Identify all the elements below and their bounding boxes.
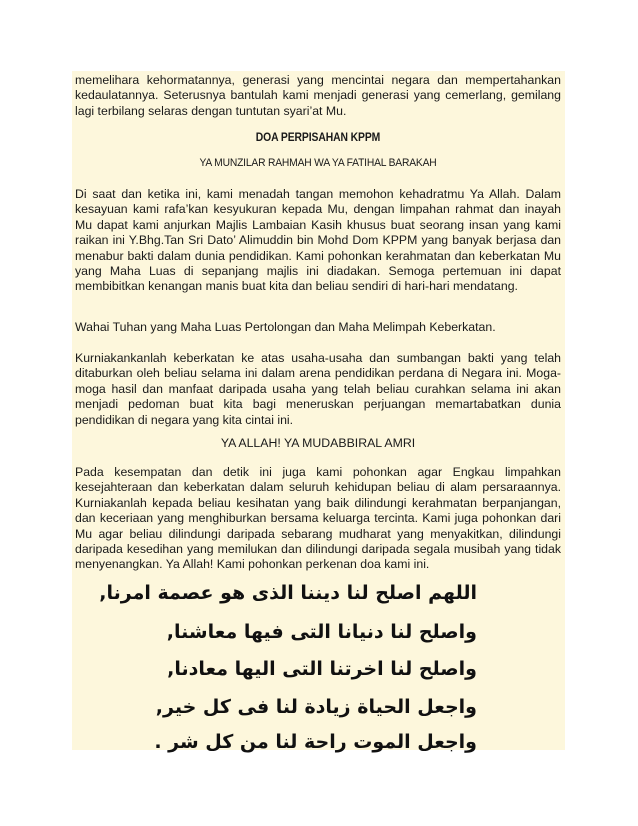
arabic-prayer-line-3: واصلح لنا اخرتنا التى اليها معادنا, (167, 658, 477, 680)
document-subheading: YA MUNZILAR RAHMAH WA YA FATIHAL BARAKAH (199, 157, 437, 169)
paragraph-3: Kurniakankanlah keberkatan ke atas usaha-usaha dan sumbangan bakti yang telah ditaburkan oleh beliau selama ini dalam arena pendidikan perdana di Negara ini. Moga-moga hasil dan manfaat daripada usaha yang telah beliau curahkan selama ini akan menjadi pedoman buat kita bagi meneruskan perjuangan memartabatkan dunia pendidikan di negara yang kita cintai ini. (75, 351, 561, 427)
paragraph-1: Di saat dan ketika ini, kami menadah tangan memohon kehadratmu Ya Allah. Dalam kesayuan kami rafa’kan kesyukuran kepada Mu, dengan limpahan rahmat dan inayah Mu dapat kami anjurkan Majlis Lambaian Kasih khusus buat seorang insan yang kami raikan ini Y.Bhg.Tan Sri Dato’ Alimuddin bin Mohd Dom KPPM yang banyak berjasa dan menabur bakti dalam dunia pendidikan. Kami pohonkan kerahmatan dan keberkatan Mu yang Maha Luas di sepanjang majlis ini diadakan. Semoga pertemuan ini dapat membibitkan kenangan manis buat kita dan beliau sendiri di hari-hari mendatang. (75, 187, 561, 294)
paragraph-4: Pada kesempatan dan detik ini juga kami pohonkan agar Engkau limpahkan kesejahteraan dan keberkatan dalam seluruh kehidupan beliau di alam persaraannya. Kurniakanlah kepada beliau kesihatan yang baik dilindungi kerahmatan berpanjangan, dan keceriaan yang menghiburkan bersama keluarga tercinta. Kami juga pohonkan dari Mu agar beliau dilindungi daripada sebarang mudharat yang menyakitkan, dilindungi daripada kesedihan yang memilukan dan dilindungi daripada segala musibah yang tidak menyenangkan. Ya Allah! Kami pohonkan perkenan doa kami ini. (75, 465, 561, 572)
arabic-prayer-line-2: واصلح لنا دنيانا التى فيها معاشنا, (166, 621, 477, 643)
paragraph-2: Wahai Tuhan yang Maha Luas Pertolongan dan Maha Melimpah Keberkatan. (75, 320, 496, 334)
document-heading: DOA PERPISAHAN KPPM (255, 132, 381, 144)
arabic-prayer-line-4: واجعل الحياة زيادة لنا فى كل خير, (155, 696, 477, 718)
invocation-line: YA ALLAH! YA MUDABBIRAL AMRI (220, 436, 416, 450)
document-page (72, 71, 565, 753)
arabic-prayer-line-5: واجعل الموت راحة لنا من كل شر . (154, 731, 477, 753)
arabic-prayer-line-1: اللهم اصلح لنا ديننا الذى هو عصمة امرنا, (99, 582, 477, 604)
intro-paragraph: memelihara kehormatannya, generasi yang mencintai negara dan mempertahankan kedaulatannya. Seterusnya bantulah kami menjadi generasi yang cemerlang, gemilang lagi terbilang selaras dengan tuntutan syari’at Mu. (75, 73, 561, 118)
